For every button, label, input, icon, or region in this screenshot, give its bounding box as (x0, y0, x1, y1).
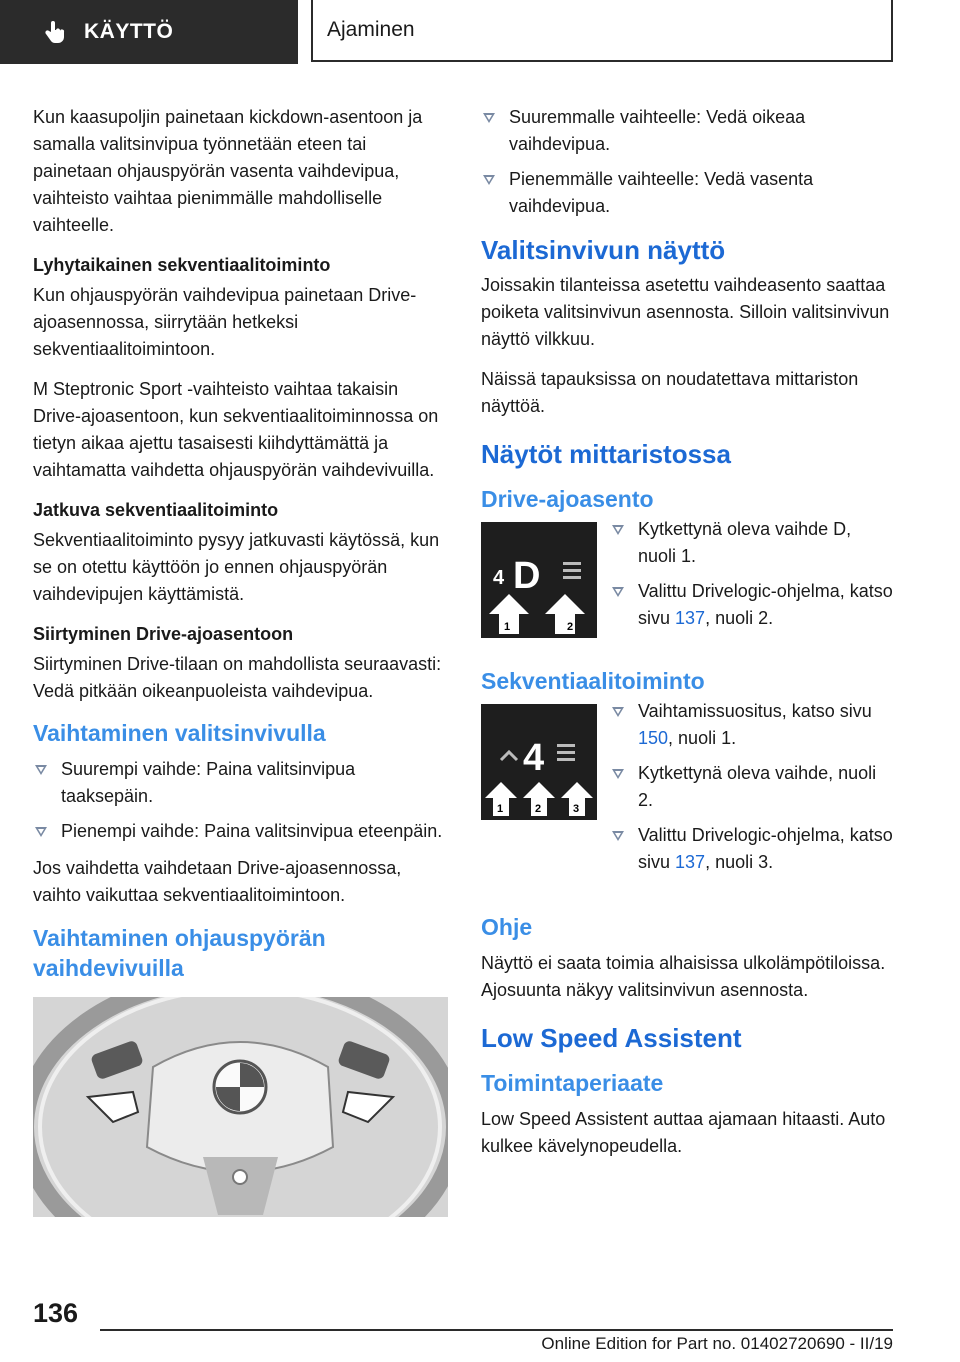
drive-list (610, 516, 894, 640)
hand-pointer-icon (42, 19, 68, 45)
selector-lever-list (33, 756, 448, 845)
edition-note: Online Edition for Part no. 01402720690 - II/19 (541, 1334, 893, 1353)
principle-paragraph: Low Speed Assistent auttaa ajamaan hitaasti. Auto kulkee kävelynopeudella. (481, 1109, 886, 1156)
lsa-heading: Low Speed Assistent (481, 1023, 742, 1053)
gear-big-label: 4 (523, 737, 545, 779)
kickdown-paragraph: Kun kaasupoljin painetaan kickdown-asentoon ja samalla valitsinvipua työnnetään eteen tai painetaan ohjauspyörän vasenta vaihdevipua, vaihteisto vaihtaa pienimmälle mahdolliselle vaihteelle. (33, 107, 423, 235)
gear-big-label: D (513, 555, 541, 597)
section-header (311, 0, 893, 62)
selector-lever-heading: Vaihtaminen valitsinvivulla (33, 720, 326, 746)
arrow-1-number: 1 (497, 803, 504, 815)
drive-heading: Drive-ajoasento (481, 486, 654, 512)
selector-display-paragraph: Joissakin tilanteissa asetettu vaihdeasento saattaa poiketa valitsinvivun asennosta. Silloin valitsinvivun näyttö vilkkuu. (481, 275, 890, 349)
note-heading: Ohje (481, 914, 533, 940)
drive-transition-paragraph: Siirtyminen Drive-tilaan on mahdollista seuraavasti: Vedä pitkään oikeanpuoleista vaihdevipua. (33, 654, 442, 701)
short-sequential-paragraph: Kun ohjauspyörän vaihdevipua painetaan Drive-ajoasennossa, siirrytään hetkeksi sekventiaalitoimintoon. (33, 285, 417, 359)
left-column (33, 104, 448, 1217)
gear-small-label: 4 (493, 567, 505, 589)
bullet-triangle-icon (483, 113, 495, 123)
continuous-sequential-heading: Jatkuva sekventiaalitoiminto (33, 500, 279, 520)
bullet-triangle-icon (612, 831, 624, 841)
page-number: 136 (33, 1298, 79, 1328)
list-item: Kytkettynä oleva vaihde D, nuoli 1. (610, 516, 894, 570)
chapter-label: KÄYTTÖ (84, 20, 174, 43)
steering-wheel-icon (33, 997, 448, 1217)
paddle-list (481, 104, 896, 220)
section-label: Ajaminen (327, 18, 415, 41)
arrow-2-icon (545, 594, 585, 634)
list-item: Suuremmalle vaihteelle: Vedä oikeaa vaihdevipua. (481, 104, 896, 158)
sequential-display-graphic (481, 704, 597, 820)
list-item: Valittu Drivelogic-ohjelma, katso sivu 137, nuoli 2. (610, 578, 894, 632)
page-link[interactable]: 137 (675, 608, 706, 628)
arrow-1-number: 1 (504, 621, 511, 633)
list-item: Valittu Drivelogic-ohjelma, katso sivu 137, nuoli 3. (610, 822, 894, 876)
list-item: Pienemmälle vaihteelle: Vedä vasenta vaihdevipua. (481, 166, 896, 220)
right-column (481, 104, 896, 1173)
list-item: Kytkettynä oleva vaihde, nuoli 2. (610, 760, 894, 814)
note-paragraph: Näyttö ei saata toimia alhaisissa ulkolämpötiloissa. Ajosuunta näkyy valitsinvivun asennosta. (481, 953, 886, 1000)
steptronic-paragraph: M Steptronic Sport -vaihteisto vaihtaa takaisin Drive-ajoasentoon, kun sekventiaalitoiminnossa on tietyn aikaa ajettu tasaisesti kiihdyttämättä ja vaihtamatta vaihdetta ohjauspyörän vaihdevivuilla. (33, 379, 439, 480)
bullet-triangle-icon (612, 587, 624, 597)
sequential-figure-row (481, 701, 896, 894)
drive-figure-row (481, 519, 896, 650)
bullet-triangle-icon (35, 827, 47, 837)
paddle-heading: Vaihtaminen ohjauspyörän vaihdevivuilla (33, 925, 326, 981)
drive-display-graphic (481, 522, 597, 638)
drive-transition-heading: Siirtyminen Drive-ajoasentoon (33, 624, 294, 644)
bullet-triangle-icon (612, 707, 624, 717)
continuous-sequential-paragraph: Sekventiaalitoiminto pysyy jatkuvasti käytössä, kun se on otettu käyttöön jo ennen ohjauspyörän vaihdevipujen käyttämistä. (33, 530, 440, 604)
sequential-list (610, 698, 894, 884)
list-item: Vaihtamissuositus, katso sivu 150, nuoli 1. (610, 698, 894, 752)
arrow-2-number: 2 (535, 803, 542, 815)
drive-shift-paragraph: Jos vaihdetta vaihdetaan Drive-ajoasennossa, vaihto vaikuttaa sekventiaalitoimintoon. (33, 858, 402, 905)
chapter-tab (0, 0, 298, 64)
bullet-triangle-icon (483, 175, 495, 185)
sequential-heading: Sekventiaalitoiminto (481, 668, 705, 694)
arrow-2-number: 2 (567, 621, 574, 633)
footer-divider (100, 1329, 893, 1331)
bullet-triangle-icon (35, 765, 47, 775)
cluster-note-paragraph: Näissä tapauksissa on noudatettava mittariston näyttöä. (481, 369, 859, 416)
selector-display-heading: Valitsinvivun näyttö (481, 235, 726, 265)
page-link[interactable]: 150 (638, 728, 669, 748)
bullet-triangle-icon (612, 769, 624, 779)
page-link[interactable]: 137 (675, 852, 706, 872)
arrow-3-number: 3 (573, 803, 580, 815)
list-item: Suurempi vaihde: Paina valitsinvipua taaksepäin. (33, 756, 448, 810)
cluster-heading: Näytöt mittaristossa (481, 439, 731, 469)
short-sequential-heading: Lyhytaikainen sekventiaalitoiminto (33, 255, 331, 275)
principle-heading: Toimintaperiaate (481, 1070, 664, 1096)
list-item: Pienempi vaihde: Paina valitsinvipua eteenpäin. (33, 818, 448, 845)
steering-wheel-illustration (33, 997, 448, 1217)
bullet-triangle-icon (612, 525, 624, 535)
